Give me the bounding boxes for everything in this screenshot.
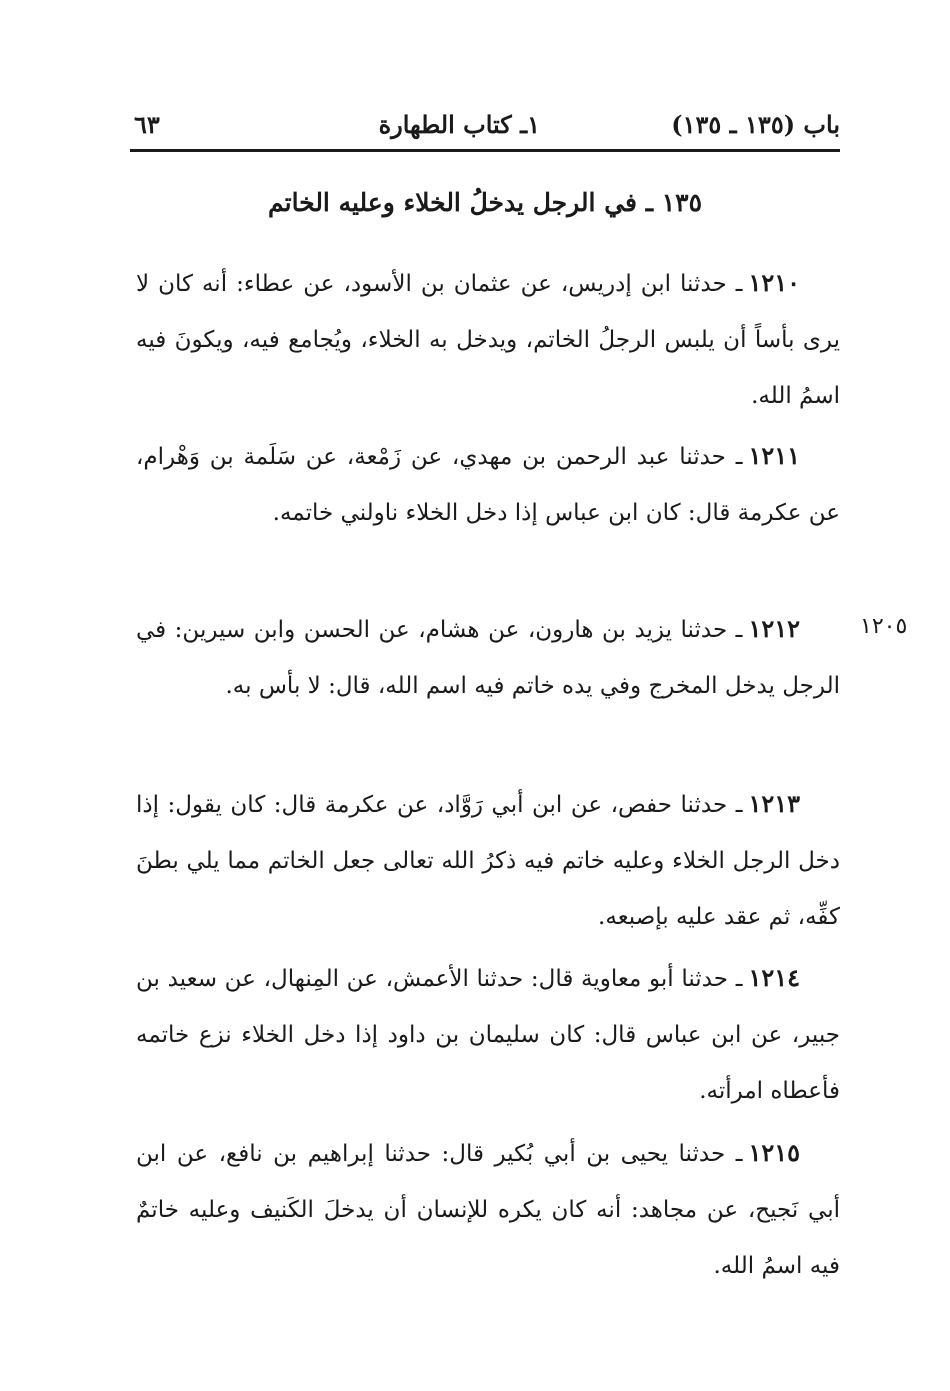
page-number: ٦٣ — [134, 110, 160, 139]
chapter-title: ١٣٥ ـ في الرجل يدخلُ الخلاء وعليه الخاتم — [267, 188, 703, 217]
hadith-number: ١٢١٠ — [748, 268, 800, 297]
hadith-text: ـ حدثنا يزيد بن هارون، عن هشام، عن الحسن وابن سيرين: في الرجل يدخل المخرج وفي يده خاتم فيه اسم الله، قال: لا بأس به. — [136, 617, 840, 699]
margin-reference-number: ١٢٠٥ — [860, 614, 908, 639]
hadith-entry — [136, 950, 840, 1119]
hadith-entry — [136, 1125, 840, 1294]
hadith-text: ـ حدثنا عبد الرحمن بن مهدي، عن زَمْعة، عن سَلَمة بن وَهْرام، عن عكرمة قال: كان ابن عباس إذا دخل الخلاء ناولني خاتمه. — [136, 444, 840, 526]
hadith-entry — [136, 428, 840, 541]
hadith-text: ـ حدثنا ابن إدريس، عن عثمان بن الأسود، عن عطاء: أنه كان لا يرى بأساً أن يلبس الرجلُ الخاتم، ويدخل به الخلاء، ويُجامع فيه، ويكونَ فيه اسمُ الله. — [136, 271, 840, 409]
hadith-text: ـ حدثنا حفص، عن ابن أبي رَوَّاد، عن عكرمة قال: كان يقول: إذا دخل الرجل الخلاء وعليه خاتم فيه ذكرُ الله تعالى جعل الخاتم مما يلي بطنَ كفِّه، ثم عقد عليه بإصبعه. — [136, 792, 840, 930]
section-range: باب (١٣٥ ـ ١٣٥) — [671, 110, 840, 139]
hadith-number: ١٢١٢ — [748, 614, 800, 643]
hadith-number: ١٢١١ — [748, 441, 800, 470]
header-rule — [130, 149, 840, 152]
hadith-entry — [136, 601, 840, 714]
hadith-entry — [136, 776, 840, 945]
book-title: ١ـ كتاب الطهارة — [378, 110, 540, 139]
hadith-entry — [136, 255, 840, 424]
hadith-text: ـ حدثنا أبو معاوية قال: حدثنا الأعمش، عن المِنهال، عن سعيد بن جبير، عن ابن عباس قال: كان سليمان بن داود إذا دخل الخلاء نزع خاتمه فأعطاه امرأته. — [136, 966, 840, 1104]
hadith-number: ١٢١٥ — [748, 1138, 800, 1167]
hadith-number: ١٢١٣ — [748, 789, 800, 818]
hadith-number: ١٢١٤ — [748, 963, 800, 992]
running-header — [130, 104, 840, 152]
hadith-text: ـ حدثنا يحيى بن أبي بُكير قال: حدثنا إبراهيم بن نافع، عن ابن أبي نَجيح، عن مجاهد: أنه كان يكره للإنسان أن يدخلَ الكَنيف وعليه خاتمٌ فيه اسمُ الله. — [136, 1141, 840, 1279]
